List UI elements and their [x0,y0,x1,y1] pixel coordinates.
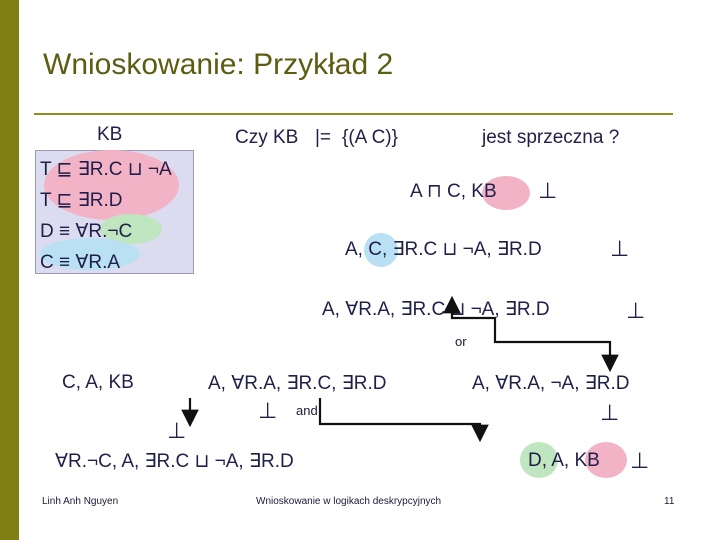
slide-title: Wnioskowanie: Przykład 2 [43,48,394,81]
bottom-right-contradiction: ⊥ [630,448,650,473]
left-branch-contradiction: ⊥ [258,398,278,423]
step3-contradiction: ⊥ [626,298,646,323]
or-label: or [455,334,467,349]
kb-axiom-3: D ≡ ∀R.¬C [40,221,133,242]
question-turnstile-icon: |= [315,127,332,148]
bottom-left-contradiction: ⊥ [167,418,187,443]
far-left-node: C, A, KB [62,372,134,393]
question-suffix: jest sprzeczna ? [482,127,620,148]
bottom-right-node: D, A, KB [528,450,600,471]
bottom-left-node: ∀R.¬C, A, ∃R.C ⊔ ¬A, ∃R.D [55,451,294,472]
kb-heading: KB [97,124,123,145]
and-label: and [296,403,318,418]
kb-axiom-1: T ⊑ ∃R.C ⊔ ¬A [40,159,172,180]
step-3: A, ∀R.A, ∃R.C ⊔ ¬A, ∃R.D [322,299,550,320]
step-1: A ⊓ C, KB [410,181,497,202]
step2-contradiction: ⊥ [610,236,630,261]
footer-course: Wnioskowanie w logikach deskrypcyjnych [256,496,442,507]
kb-axiom-4: C ≡ ∀R.A [40,252,121,273]
step1-contradiction: ⊥ [538,178,558,203]
right-branch-node: A, ∀R.A, ¬A, ∃R.D [472,373,630,394]
step-2: A, C, ∃R.C ⊔ ¬A, ∃R.D [345,239,542,260]
kb-axiom-2: T ⊑ ∃R.D [40,190,123,211]
slide-number: 11 [664,496,675,507]
right-branch-contradiction: ⊥ [600,400,620,425]
question-prefix: Czy KB [235,127,299,148]
footer-author: Linh Anh Nguyen [42,496,119,507]
question-formula: {(A C)} [342,127,398,148]
left-branch-node: A, ∀R.A, ∃R.C, ∃R.D [208,373,387,394]
